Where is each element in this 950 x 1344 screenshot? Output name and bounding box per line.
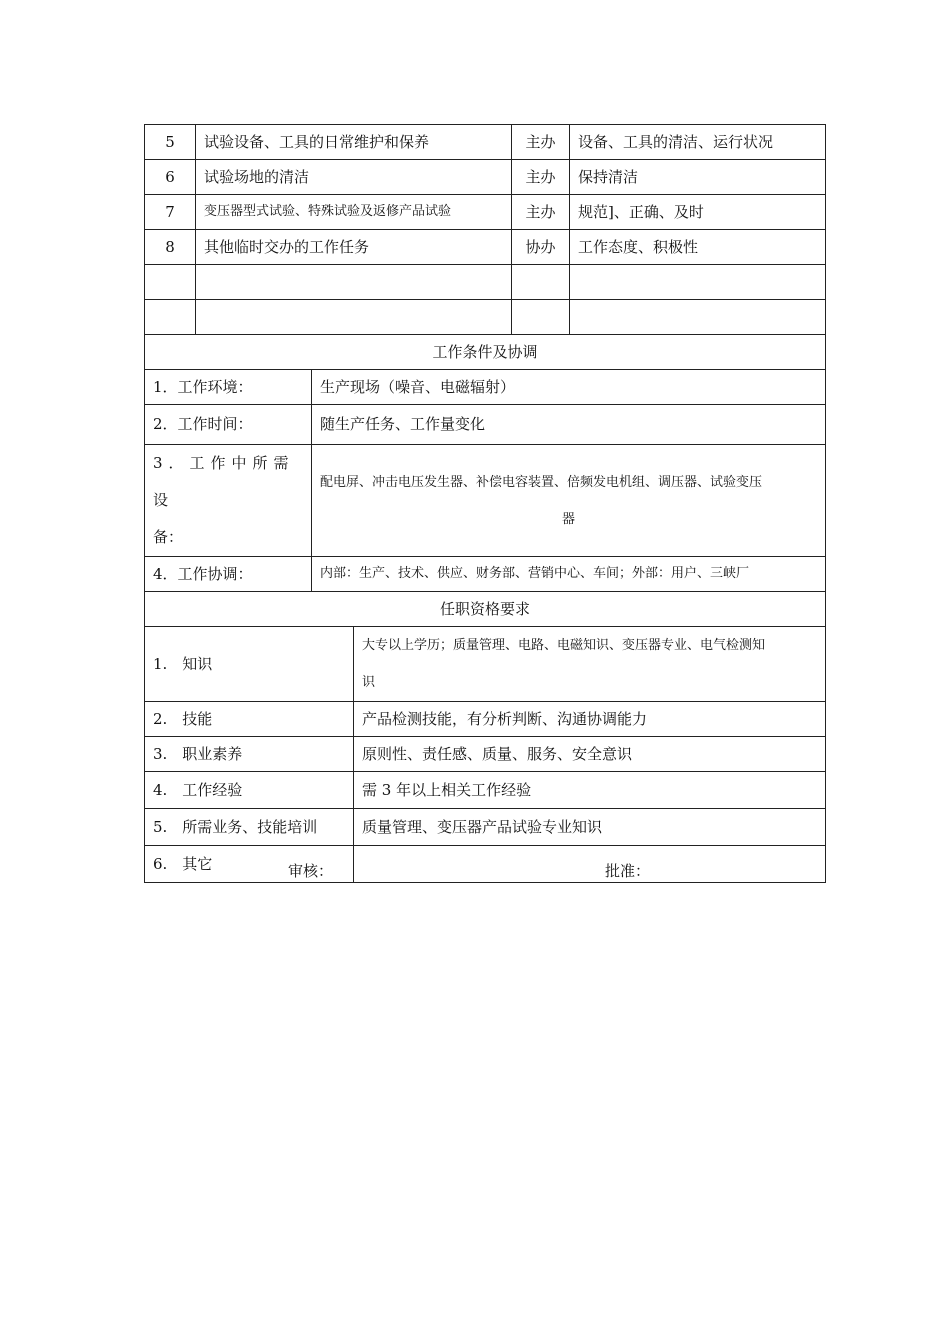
table-row — [145, 195, 826, 230]
duty-role: 协办 — [512, 230, 570, 265]
experience-value: 需 3 年以上相关工作经验 — [354, 772, 826, 809]
training-value: 质量管理、变压器产品试验专业知识 — [354, 809, 826, 846]
equipment-value: 配电屏、冲击电压发生器、补偿电容装置、倍频发电机组、调压器、试验变压 器 — [312, 445, 826, 557]
knowledge-label: 1. 知识 — [145, 627, 354, 702]
table-row — [145, 160, 826, 195]
duty-task: 试验场地的清洁 — [196, 160, 512, 195]
duty-number: 7 — [145, 195, 196, 230]
duty-standard: 设备、工具的清洁、运行状况 — [570, 125, 826, 160]
skill-label: 2. 技能 — [145, 702, 354, 737]
time-label: 2．工作时间： — [145, 405, 312, 445]
review-signature-label: 审核： — [288, 862, 334, 880]
quality-value: 原则性、责任感、质量、服务、安全意识 — [354, 737, 826, 772]
duty-standard: 保持清洁 — [570, 160, 826, 195]
experience-label: 4. 工作经验 — [145, 772, 354, 809]
other-value — [354, 846, 826, 883]
skill-value: 产品检测技能，有分析判断、沟通协调能力 — [354, 702, 826, 737]
job-description-form — [144, 124, 825, 883]
duty-standard: 工作态度、积极性 — [570, 230, 826, 265]
table-row — [145, 125, 826, 160]
coordination-value: 内部：生产、技术、供应、财务部、营销中心、车间；外部：用户、三峡厂 — [312, 557, 826, 592]
coordination-label: 4．工作协调： — [145, 557, 312, 592]
empty-row — [145, 300, 826, 335]
time-value: 随生产任务、工作量变化 — [312, 405, 826, 445]
empty-row — [145, 265, 826, 300]
quality-label: 3. 职业素养 — [145, 737, 354, 772]
table-row — [145, 230, 826, 265]
conditions-table — [144, 334, 826, 592]
duty-number: 8 — [145, 230, 196, 265]
duty-role: 主办 — [512, 195, 570, 230]
approve-signature-label: 批准： — [605, 862, 651, 880]
equipment-label: 3．工作中所需设 备： — [145, 445, 312, 557]
duty-role: 主办 — [512, 125, 570, 160]
duties-table — [144, 124, 826, 335]
conditions-section-title: 工作条件及协调 — [145, 335, 826, 370]
other-label: 6. 其它 — [145, 846, 354, 883]
duty-task: 变压器型式试验、特殊试验及返修产品试验 — [196, 195, 512, 230]
env-value: 生产现场（噪音、电磁辐射） — [312, 370, 826, 405]
qualifications-table — [144, 591, 826, 883]
duty-standard: 规范]、正确、及时 — [570, 195, 826, 230]
training-label: 5. 所需业务、技能培训 — [145, 809, 354, 846]
duty-task: 试验设备、工具的日常维护和保养 — [196, 125, 512, 160]
qualifications-section-title: 任职资格要求 — [145, 592, 826, 627]
duty-role: 主办 — [512, 160, 570, 195]
knowledge-value: 大专以上学历；质量管理、电路、电磁知识、变压器专业、电气检测知 识 — [354, 627, 826, 702]
duty-number: 5 — [145, 125, 196, 160]
duty-task: 其他临时交办的工作任务 — [196, 230, 512, 265]
env-label: 1．工作环境： — [145, 370, 312, 405]
duty-number: 6 — [145, 160, 196, 195]
